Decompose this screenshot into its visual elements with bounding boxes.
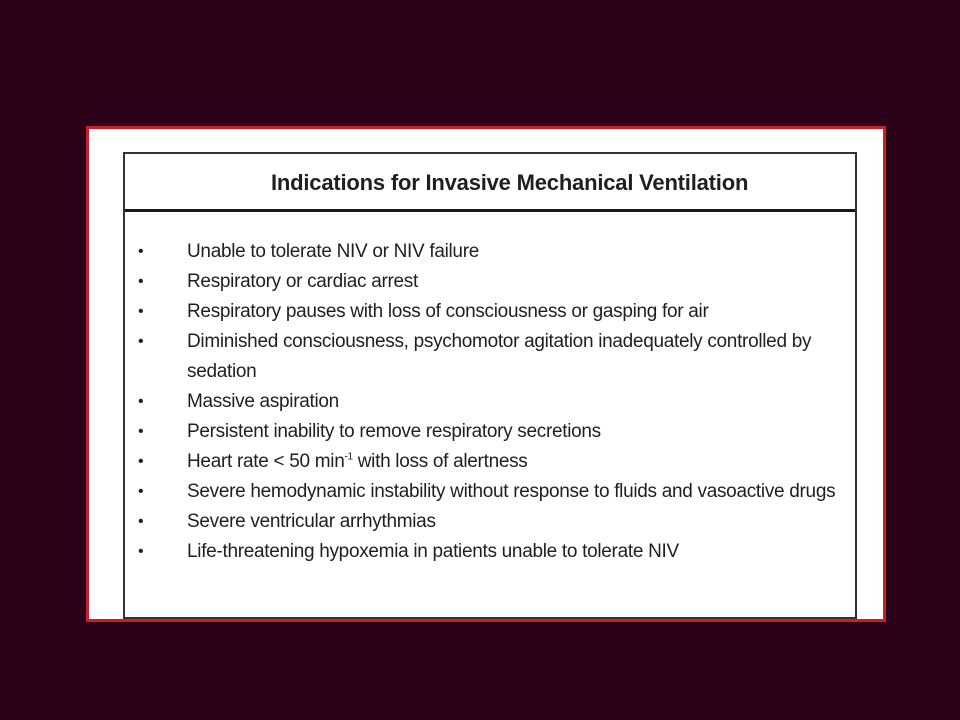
bullet-icon: • [138,543,144,560]
indications-table [123,152,857,619]
table-title: Indications for Invasive Mechanical Ventilation [271,170,749,195]
list-item [125,507,855,537]
list-item-text: Life-threatening hypoxemia in patients unable to tolerate NIV [187,541,679,562]
list-item [125,537,855,567]
slide-frame [86,126,886,622]
bullet-icon: • [138,483,144,500]
bullet-icon: • [138,243,144,260]
bullet-icon: • [138,513,144,530]
list-item [125,297,855,327]
list-item [125,267,855,297]
list-item-text: Severe hemodynamic instability without response to fluids and vasoactive drugs [187,481,836,502]
bullet-icon: • [138,303,144,320]
list-item [125,237,855,267]
list-item-text: Unable to tolerate NIV or NIV failure [187,241,479,262]
list-item [125,447,855,477]
list-item [125,387,855,417]
list-item-text: Persistent inability to remove respiratory secretions [187,421,601,442]
list-item [125,417,855,447]
table-header [125,154,855,212]
list-item-text: Massive aspiration [187,391,339,412]
unit-superscript: -1 [344,451,353,463]
bullet-icon: • [138,333,144,350]
heart-rate-text: Heart rate < 50 min [187,451,345,472]
list-item-text: Respiratory or cardiac arrest [187,271,418,292]
list-item [125,477,855,507]
indications-list [125,237,855,567]
list-item [125,327,855,387]
bullet-icon: • [138,423,144,440]
heart-rate-suffix: with loss of alertness [352,451,528,472]
bullet-icon: • [138,273,144,290]
list-item-text [187,451,528,472]
list-item-text: Diminished consciousness, psychomotor agitation inadequately controlled by sedation [187,331,812,382]
bullet-icon: • [138,453,144,470]
list-item-text: Respiratory pauses with loss of consciousness or gasping for air [187,301,709,322]
bullet-icon: • [138,393,144,410]
list-item-text: Severe ventricular arrhythmias [187,511,436,532]
